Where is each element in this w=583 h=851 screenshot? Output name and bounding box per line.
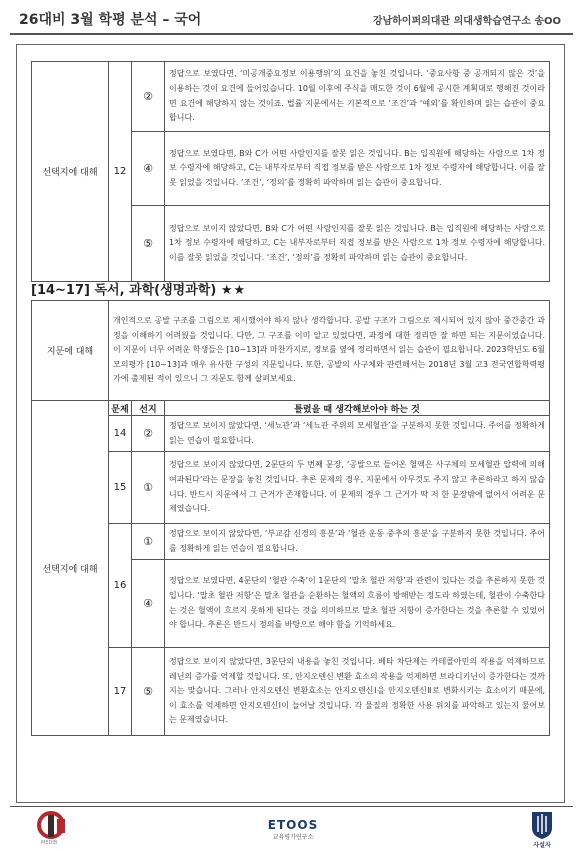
explanation-text: 정답으로 보였다면, B와 C가 어떤 사람인지를 잘못 읽은 것입니다. B는 입직원에 해당하는 사람으로 1차 정보 수령자에 해당하고, C는 내부자로부터 직접 정보를 받은 사람으로 1차 정보 수령자에 해당합니다. 이를 잘못 읽었을 것입니다. ‘조건’, ‘정의’를 정확히 파악하며 읽는 습관이 중요합니다.: [165, 132, 550, 206]
left-logo-caption: MEDIB: [41, 840, 58, 846]
section-heading: [31, 279, 246, 298]
choice-number: ⑤: [132, 206, 165, 282]
choice-table-1: [31, 61, 550, 282]
question-number: 17: [109, 648, 132, 736]
table-row: [32, 452, 550, 524]
question-number: 14: [109, 416, 132, 452]
right-logo-caption: 사설자: [533, 842, 551, 849]
document-title: 26대비 3월 학평 분석 – 국어: [19, 12, 202, 28]
explanation-text: 정답으로 보이지 않았다면, ‘세뇨관’과 ‘세뇨관 주위의 모세혈관’을 구분하지 못한 것입니다. 주어를 정확하게 읽는 연습이 필요합니다.: [165, 416, 550, 452]
choice-number: ⑤: [132, 648, 165, 736]
explanation-text: 정답으로 보이지 않았다면, 3문단의 내용을 놓친 것입니다. 베타 차단제는 카테콜아민의 작용을 억제하므로 레닌의 증가를 억제할 것입니다. 또, 안지오텐신 변환 효소의 작용을 억제하면 브라디키닌이 증가한다는 것까지는 맞습니다. 그러나 안지오텐신 변환효소는 안지오텐신Ⅰ을 안지오텐신Ⅱ로 변화시키는 효소이기 때문에, 이 효소를 억제하면 안지오텐신Ⅰ이 늘어날 것입니다. 각 물질의 정확한 사용 위치를 파악하고 있는지 물어보는 문제였습니다.: [165, 648, 550, 736]
shield-logo-icon: [529, 810, 555, 840]
academy-logo-left: [31, 810, 75, 846]
question-number: 15: [109, 452, 132, 524]
etoos-logo: [262, 818, 324, 841]
explanation-text: 정답으로 보였다면, 4문단의 ‘혈관 수축’이 1문단의 ‘말초 혈관 저항’과 관련이 있다는 것을 추론하지 못한 것입니다. ‘말초 혈관 저항’은 말초 혈관을 순환하는 혈액의 흐름이 방해받는 정도라 하였는데, 혈관이 수축한다는 것은 혈액이 흐르지 못하게 된다는 것을 의미하므로 말초 혈관 저항이 증가한다는 것을 추론할 수 있었어야 합니다. 추론은 반드시 정의를 바탕으로 해야 함을 기억하세요.: [165, 560, 550, 648]
section-title: [14~17] 독서, 과학(생명과학): [31, 283, 217, 298]
column-header-reflection: 틀렸을 때 생각해보아야 하는 것: [165, 401, 550, 416]
explanation-text: 정답으로 보이지 않았다면, ‘부교감 신경의 흥분’과 ‘혈관 운동 중추의 흥분’을 구분하지 못한 것입니다. 주어를 정확하게 읽는 연습이 필요합니다.: [165, 524, 550, 560]
category-cell: 선택지에 대해: [32, 401, 109, 736]
academy-logo-right: [529, 810, 555, 848]
table-row: [32, 524, 550, 560]
difficulty-stars: ★★: [220, 283, 247, 298]
column-header-choice: 선지: [132, 401, 165, 416]
column-header-question: 문제: [109, 401, 132, 416]
category-cell: 선택지에 대해: [32, 62, 109, 282]
explanation-text: 정답으로 보였다면, ‘미공개중요정보 이용행위’의 요건을 놓친 것입니다. ‘중요사항 중 공개되지 않은 것’을 이용하는 것이 요건에 들어있습니다. 10월 이후에 주식을 매도한 것이 6월에 공시한 계획대로 행해진 것이라면 요건에 해당하지 않는 것이죠. 법률 지문에서는 기본적으로 ‘조건’과 ‘예외’를 확인하며 읽는 습관이 중요합니다.: [165, 62, 550, 132]
question-number: 16: [109, 524, 132, 648]
header-rule: [10, 33, 573, 35]
passage-note: 개인적으로 공발 구조를 그림으로 제시했어야 하지 않나 생각합니다. 공발 구조가 그림으로 제시되어 있지 않아 중간중간 과정을 이해하기 어려웠을 것입니다. 다만, 그 구조를 이미 알고 있었다면, 과정에 대한 정리만 잘 하면 되는 지문이었습니다. 이 지문이 너무 어려운 학생들은 [10~13]과 마찬가지로, 정보를 옆에 정리하면서 읽는 습관이 필요합니다. 2023학년도 6월 모의평가 [10~13]과 매우 유사한 구성의 지문입니다. 또한, 공발의 사구체와 관련해서는 2018년 3월 고3 전국연합학력평가에 출제된 적이 있으니 그 지문도 함께 살펴보세요.: [109, 301, 550, 401]
choice-number: ④: [132, 560, 165, 648]
table-row: [32, 301, 550, 401]
etoos-wordmark: ETOOS: [267, 818, 319, 832]
etoos-caption: 교육평가연구소: [272, 834, 314, 841]
category-cell: 지문에 대해: [32, 301, 109, 401]
choice-number: ②: [132, 416, 165, 452]
passage-table: [31, 300, 550, 736]
table-header-row: [32, 401, 550, 416]
choice-number: ①: [132, 524, 165, 560]
choice-number: ①: [132, 452, 165, 524]
question-number: 12: [109, 62, 132, 282]
table-row: [32, 416, 550, 452]
table-row: [32, 62, 550, 132]
explanation-text: 정답으로 보이지 않았다면, 2문단의 두 번째 문장, ‘공발으로 들어온 혈액은 사구체의 모세혈관 압력에 의해 여과된다’라는 문장을 놓친 것입니다. 추론 문제의 경우, 지문에서 아무것도 주지 않고 추론하라고 하지 않습니다. 반드시 지문에서 그 근거가 존재합니다. 이 문제의 경우 그 근거가 딱 저 한 문장밖에 없어서 어려운 문제였습니다.: [165, 452, 550, 524]
footer-rule: [10, 806, 573, 807]
table-row: [32, 648, 550, 736]
explanation-text: 정답으로 보이지 않았다면, B와 C가 어떤 사람인지를 잘못 읽은 것입니다. B는 입직원에 해당하는 사람으로 1차 정보 수령자에 해당하고, C는 내부자로부터 직접 정보를 받은 사람으로 1차 정보 수령자에 해당합니다. 이를 잘못 읽었을 것입니다. ‘조건’, ‘정의’를 정확히 파악하며 읽는 습관이 중요합니다.: [165, 206, 550, 282]
choice-number: ②: [132, 62, 165, 132]
choice-number: ④: [132, 132, 165, 206]
author-credit: 강남하이퍼의대관 의대생학습연구소 송OO: [372, 16, 561, 27]
